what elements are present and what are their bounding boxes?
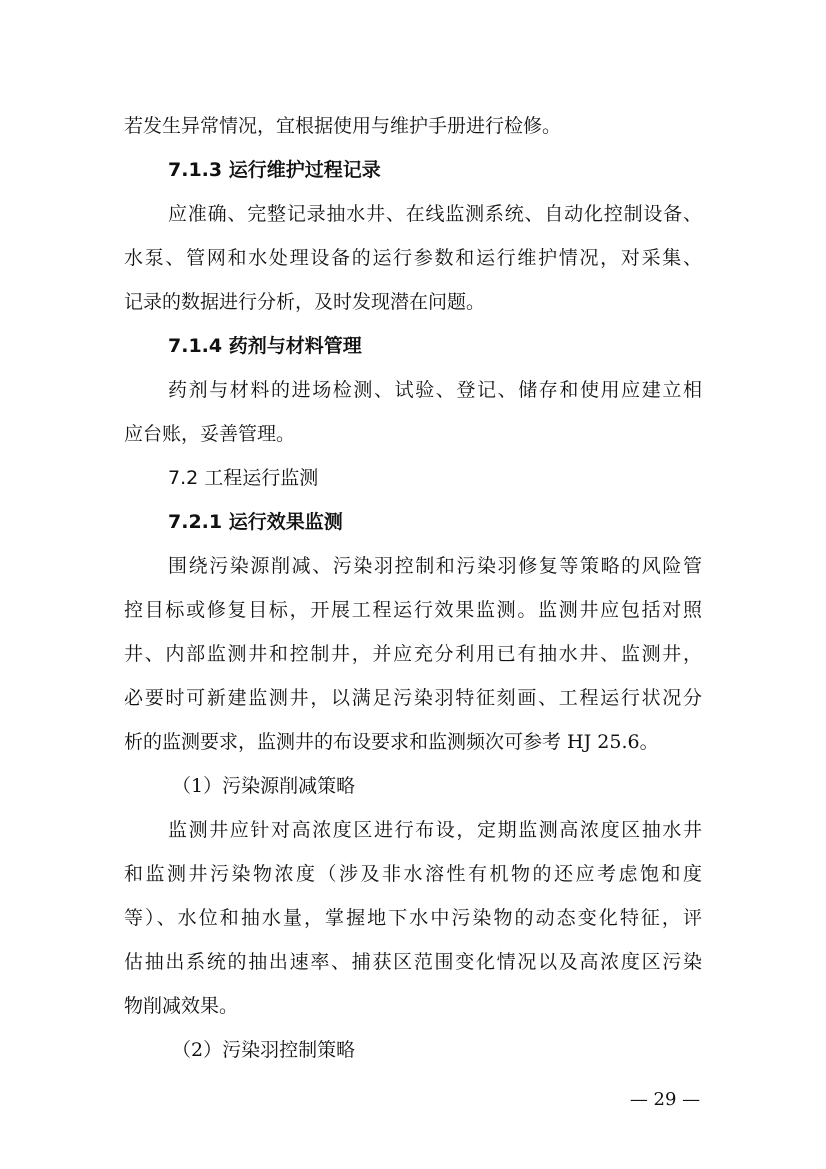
subsection-label: （2）污染羽控制策略: [172, 1039, 356, 1061]
paragraph-line: 控目标或修复目标，开展工程运行效果监测。监测井应包括对照: [124, 599, 702, 621]
paragraph-line: 和监测井污染物浓度（涉及非水溶性有机物的还应考虑饱和度: [124, 863, 702, 885]
section-heading: 7.1.3 运行维护过程记录: [168, 159, 381, 181]
paragraph-line: 井、内部监测井和控制井，并应充分利用已有抽水井、监测井，: [124, 643, 702, 665]
section-heading: 7.1.4 药剂与材料管理: [168, 335, 362, 357]
paragraph-line: 围绕污染源削减、污染羽控制和污染羽修复等策略的风险管: [168, 555, 702, 577]
paragraph-line: 水泵、管网和水处理设备的运行参数和运行维护情况，对采集、: [124, 247, 702, 269]
paragraph-line: 物削减效果。: [124, 995, 239, 1017]
paragraph-line: 监测井应针对高浓度区进行布设，定期监测高浓度区抽水井: [168, 819, 702, 841]
paragraph-line: 等）、水位和抽水量，掌握地下水中污染物的动态变化特征，评: [124, 907, 702, 929]
section-heading: 7.2 工程运行监测: [168, 467, 319, 489]
page-number: — 29 —: [629, 1089, 701, 1110]
paragraph-line: 应台账，妥善管理。: [124, 423, 296, 445]
paragraph-line: 估抽出系统的抽出速率、捕获区范围变化情况以及高浓度区污染: [124, 951, 702, 973]
paragraph-line: 药剂与材料的进场检测、试验、登记、储存和使用应建立相: [168, 379, 702, 401]
paragraph-line: 必要时可新建监测井，以满足污染羽特征刻画、工程运行状况分: [124, 687, 702, 709]
paragraph-line: 记录的数据进行分析，及时发现潜在问题。: [124, 291, 486, 313]
section-heading: 7.2.1 运行效果监测: [168, 511, 343, 533]
paragraph-line: 析的监测要求，监测井的布设要求和监测频次可参考 HJ 25.6。: [124, 731, 659, 753]
paragraph-line: 应准确、完整记录抽水井、在线监测系统、自动化控制设备、: [168, 203, 702, 225]
paragraph-line: 若发生异常情况，宜根据使用与维护手册进行检修。: [124, 115, 562, 137]
subsection-label: （1）污染源削减策略: [172, 775, 356, 797]
page-body: [124, 104, 702, 1072]
